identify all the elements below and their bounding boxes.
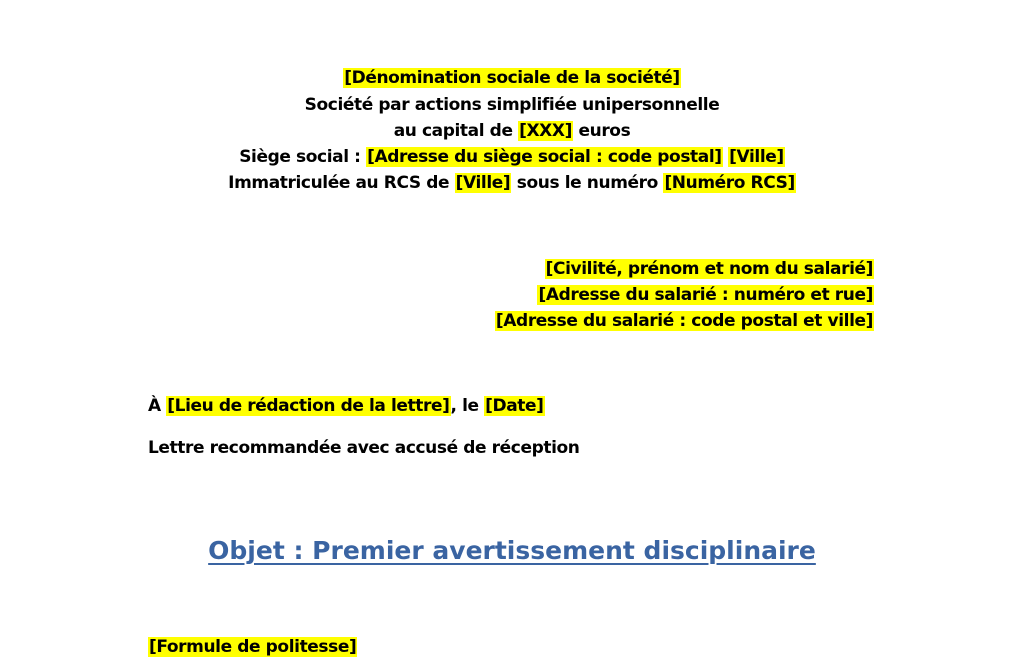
company-name-placeholder: [Dénomination sociale de la société] (344, 68, 680, 88)
registered-office-line (0, 146, 1024, 168)
company-name-line (0, 67, 1024, 89)
capital-prefix: au capital de (393, 121, 519, 141)
delivery-mode-line (148, 437, 579, 459)
salutation-placeholder: [Formule de politesse] (149, 637, 357, 657)
letter-subject: Objet : Premier avertissement disciplinaire (208, 536, 816, 565)
rcs-city-placeholder: [Ville] (455, 173, 511, 193)
place-date-middle: , le (450, 396, 485, 416)
recipient-name-placeholder: [Civilité, prénom et nom du salarié] (545, 259, 873, 279)
company-form-line (0, 94, 1024, 116)
recipient-name-line (545, 258, 874, 280)
place-date-prefix: À (148, 396, 167, 416)
seat-city-placeholder: [Ville] (729, 147, 784, 167)
place-date-line (148, 395, 545, 417)
capital-line (0, 120, 1024, 142)
rcs-line (0, 172, 1024, 194)
seat-prefix: Siège social : (239, 147, 367, 167)
recipient-city-placeholder: [Adresse du salarié : code postal et ville] (495, 311, 873, 331)
delivery-mode: Lettre recommandée avec accusé de réception (148, 438, 580, 458)
rcs-number-placeholder: [Numéro RCS] (664, 173, 795, 193)
rcs-prefix: Immatriculée au RCS de (228, 173, 455, 193)
recipient-city-line (495, 310, 874, 332)
seat-address-placeholder: [Adresse du siège social : code postal] (367, 147, 722, 167)
company-form: Société par actions simplifiée unipersonnelle (304, 95, 720, 115)
recipient-street-line (537, 284, 874, 306)
salutation-line (148, 636, 357, 658)
date-placeholder: [Date] (485, 396, 544, 416)
capital-amount-placeholder: [XXX] (519, 121, 572, 141)
capital-suffix: euros (572, 121, 631, 141)
rcs-middle: sous le numéro (511, 173, 664, 193)
recipient-street-placeholder: [Adresse du salarié : numéro et rue] (538, 285, 873, 305)
place-placeholder: [Lieu de rédaction de la lettre] (167, 396, 450, 416)
